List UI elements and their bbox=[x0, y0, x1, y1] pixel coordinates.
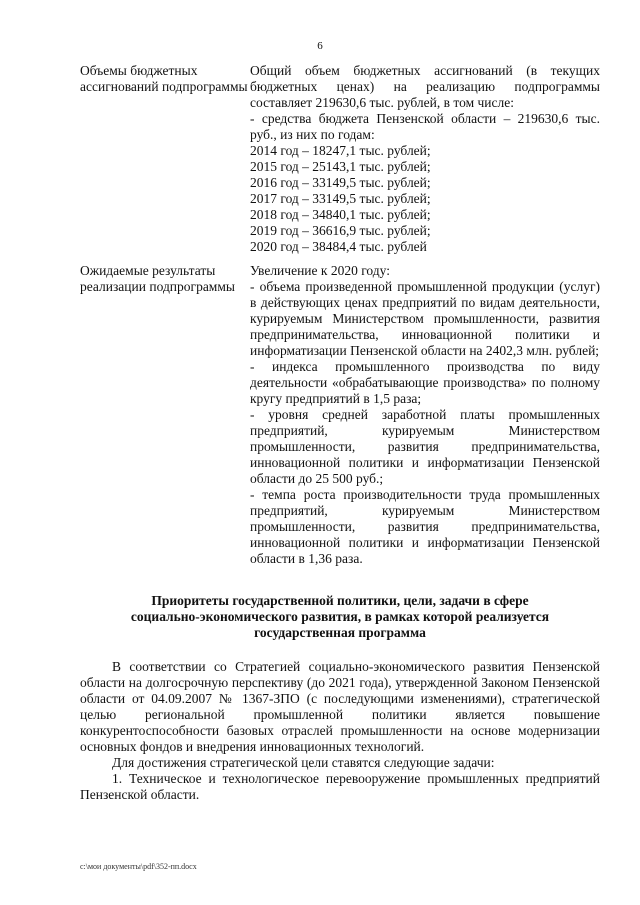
value-line: - темпа роста производительности труда промышленных предприятий, курируемым Министерством промышленности, развития предпринимательства, инновационной политики и информатизации Пензенской области в 1,36 раза. bbox=[250, 487, 600, 566]
section-title-line: государственная программа bbox=[254, 625, 426, 640]
row-value bbox=[250, 263, 600, 567]
section-title-line: социально-экономического развития, в рамках которой реализуется bbox=[130, 609, 550, 624]
row-value bbox=[250, 63, 600, 255]
footer-file-path: c:\мои документы\pdf\352-пп.docx bbox=[80, 862, 197, 871]
value-line: 2018 год – 34840,1 тыс. рублей; bbox=[250, 207, 431, 222]
value-line: - объема произведенной промышленной продукции (услуг) в действующих ценах предприятий по видам деятельности, курируемым Министерством промышленности, развития предпринимательства, инновационной политики и информатизации Пензенской области на 2402,3 млн. рублей; bbox=[250, 279, 600, 358]
value-line: 2016 год – 33149,5 тыс. рублей; bbox=[250, 175, 431, 190]
section-title bbox=[80, 593, 600, 641]
value-line: 2017 год – 33149,5 тыс. рублей; bbox=[250, 191, 431, 206]
row-label: Объемы бюджетных ассигнований подпрограммы bbox=[80, 63, 248, 94]
passport-row-results bbox=[80, 263, 600, 567]
value-line: - индекса промышленного производства по виду деятельности «обрабатывающие производства» по полному кругу предприятий в 1,5 раза; bbox=[250, 359, 600, 406]
paragraph: Для достижения стратегической цели ставятся следующие задачи: bbox=[112, 755, 495, 770]
passport-table bbox=[80, 63, 600, 567]
value-line: 2020 год – 38484,4 тыс. рублей bbox=[250, 239, 427, 254]
value-line: 2014 год – 18247,1 тыс. рублей; bbox=[250, 143, 431, 158]
value-line: 2015 год – 25143,1 тыс. рублей; bbox=[250, 159, 431, 174]
value-line: Увеличение к 2020 году: bbox=[250, 263, 390, 278]
row-label: Ожидаемые результаты реализации подпрограммы bbox=[80, 263, 235, 294]
value-line: Общий объем бюджетных ассигнований (в текущих бюджетных ценах) на реализацию подпрограммы составляет 219630,6 тыс. рублей, в том числе: bbox=[250, 63, 600, 110]
value-line: - уровня средней заработной платы промышленных предприятий, курируемым Министерством промышленности, развития предпринимательства, инновационной политики и информатизации Пензенской области до 25 500 руб.; bbox=[250, 407, 600, 486]
value-line: 2019 год – 36616,9 тыс. рублей; bbox=[250, 223, 431, 238]
page-number: 6 bbox=[317, 40, 323, 52]
paragraph: В соответствии со Стратегией социально-экономического развития Пензенской области на долгосрочную перспективу (до 2021 года), утвержденной Законом Пензенской области от 04.09.2007 № 1367-ЗПО (с последующими изменениями), стратегической целью региональной промышленной политики является повышение конкурентоспособности базовых отраслей промышленности на основе модернизации основных фондов и внедрения инновационных технологий. bbox=[80, 659, 600, 754]
value-line: - средства бюджета Пензенской области – 219630,6 тыс. руб., из них по годам: bbox=[250, 111, 600, 142]
passport-row-budget bbox=[80, 63, 600, 255]
section-title-line: Приоритеты государственной политики, цели, задачи в сфере bbox=[151, 593, 529, 608]
paragraph: 1. Техническое и технологическое перевооружение промышленных предприятий Пензенской области. bbox=[80, 771, 600, 802]
body-text bbox=[80, 659, 600, 803]
